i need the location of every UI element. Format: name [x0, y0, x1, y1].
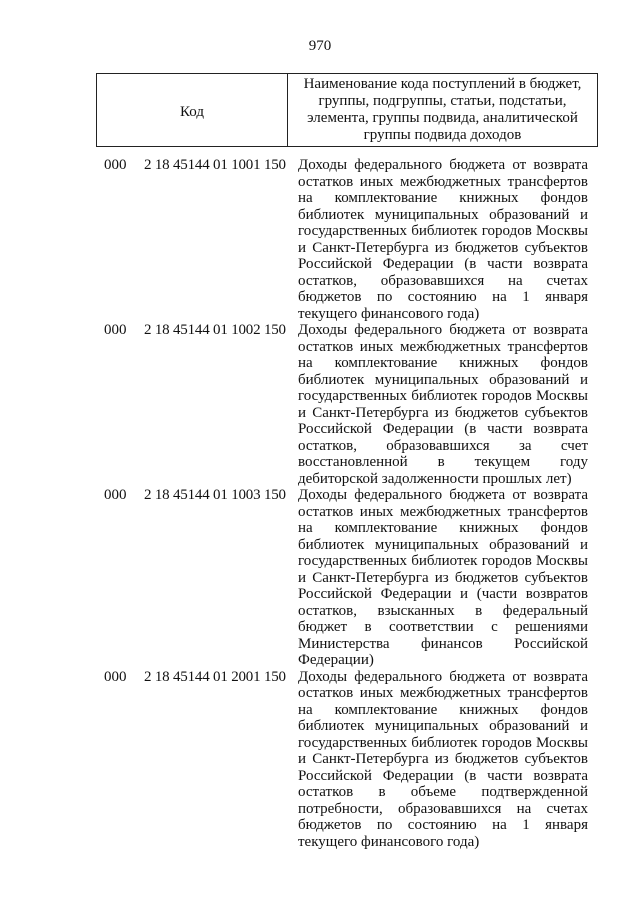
- page-number: 970: [308, 38, 332, 54]
- table-header: [96, 73, 598, 147]
- admin-code: 000: [104, 668, 127, 685]
- name-column-header: Наименование кода поступлений в бюджет, группы, подгруппы, статьи, подстатьи, элемента, группы подвида, аналитической группы подвида доходов: [303, 76, 582, 143]
- budget-code: 2 18 45144 01 2001 150: [144, 668, 286, 685]
- admin-code: 000: [104, 157, 127, 173]
- budget-code: 2 18 45144 01 1002 150: [144, 322, 286, 338]
- table-row: [0, 669, 640, 851]
- income-code-list: [0, 157, 640, 850]
- table-row: [0, 322, 640, 487]
- income-description: Доходы федерального бюджета от возврата остатков иных межбюджетных трансфертов на комплектование книжных фондов библиотек муниципальных образований и государственных библиотек городов Москвы и Санкт-Петербурга из бюджетов субъектов Российской Федерации и (части возвратов остатков, взысканных в федеральный бюджет в соответствии с решениями Министерства финансов Российской Федерации): [298, 487, 588, 668]
- income-description: Доходы федерального бюджета от возврата остатков иных межбюджетных трансфертов на комплектование книжных фондов библиотек муниципальных образований и государственных библиотек городов Москвы и Санкт-Петербурга из бюджетов субъектов Российской Федерации (в части возврата остатков в объеме подтвержденной потребности, образовавшихся на счетах бюджетов по состоянию на 1 января текущего финансового года): [298, 668, 588, 850]
- income-description: Доходы федерального бюджета от возврата остатков иных межбюджетных трансфертов на комплектование книжных фондов библиотек муниципальных образований и государственных библиотек городов Москвы и Санкт-Петербурга из бюджетов субъектов Российской Федерации (в части возврата остатков, образовавшихся за счет восстановленной в текущем году дебиторской задолженности прошлых лет): [298, 322, 588, 487]
- admin-code: 000: [104, 487, 127, 503]
- table-row: [0, 487, 640, 669]
- budget-code: 2 18 45144 01 1001 150: [144, 157, 286, 173]
- income-description: Доходы федерального бюджета от возврата остатков иных межбюджетных трансфертов на комплектование книжных фондов библиотек муниципальных образований и государственных библиотек городов Москвы и Санкт-Петербурга из бюджетов субъектов Российской Федерации (в части возврата остатков, образовавшихся на счетах бюджетов по состоянию на 1 января текущего финансового года): [298, 157, 588, 322]
- admin-code: 000: [104, 322, 127, 338]
- budget-code: 2 18 45144 01 1003 150: [144, 487, 286, 503]
- code-column-header: Код: [97, 74, 288, 146]
- table-row: [0, 157, 640, 322]
